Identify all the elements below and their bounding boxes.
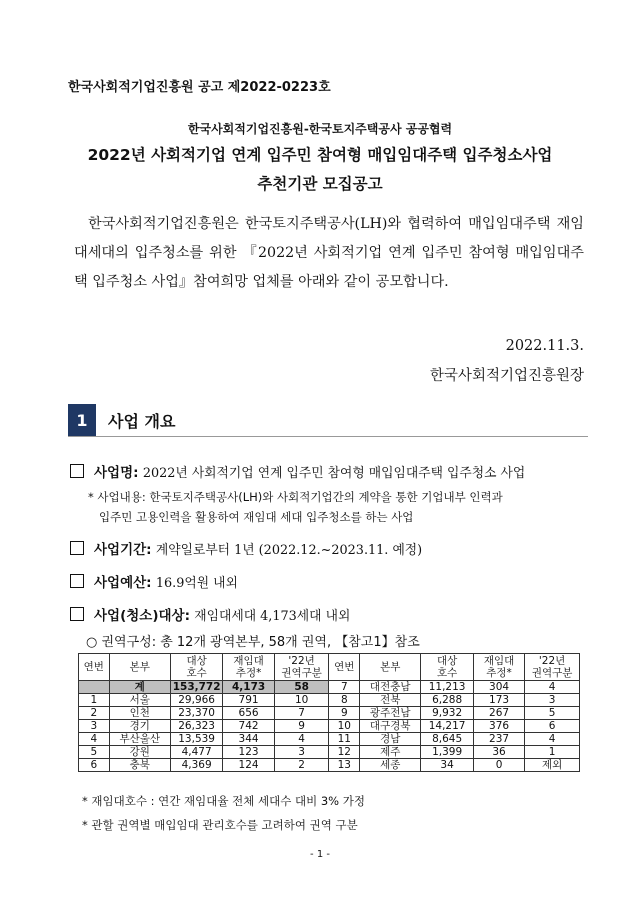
table-cell: 경기	[109, 720, 170, 733]
table-cell: 2	[79, 707, 110, 720]
table-cell: 5	[525, 707, 580, 720]
table-cell: 9,932	[421, 707, 474, 720]
table-cell: 강원	[109, 746, 170, 759]
table-cell: 11,213	[421, 681, 474, 694]
project-name-item	[70, 461, 525, 481]
item-label: 사업(청소)대상:	[94, 608, 190, 624]
table-cell: 14,217	[421, 720, 474, 733]
table-cell: 4,369	[170, 759, 223, 772]
region-table	[78, 653, 580, 772]
table-header-cell: '22년 권역구분	[525, 654, 580, 681]
intro-paragraph: 한국사회적기업진흥원은 한국토지주택공사(LH)와 협력하여 매입임대주택 재임대세대의 입주청소를 위한 『2022년 사회적기업 연계 입주민 참여형 매입임대주택 입주청소 사업』참여희망 업체를 아래와 같이 공모합니다.	[74, 216, 584, 290]
partnership-subtitle: 한국사회적기업진흥원-한국토지주택공사 공공협력	[187, 122, 453, 136]
table-cell: 10	[274, 694, 329, 707]
region-composition: ○ 권역구성: 총 12개 광역본부, 58개 권역, 【참고1】참조	[86, 635, 420, 650]
table-cell: 8	[329, 694, 360, 707]
table-row	[79, 720, 580, 733]
table-cell: 6	[79, 759, 110, 772]
table-row	[79, 759, 580, 772]
table-cell: 대구경북	[360, 720, 421, 733]
table-cell: 계	[109, 681, 170, 694]
table-header-cell: 본부	[360, 654, 421, 681]
item-value: 2022년 사회적기업 연계 입주민 참여형 매입임대주택 입주청소 사업	[142, 466, 526, 481]
table-cell: 제외	[525, 759, 580, 772]
table-cell: 전북	[360, 694, 421, 707]
section-number: 1	[68, 404, 96, 436]
table-cell: 153,772	[170, 681, 223, 694]
table-cell: 인천	[109, 707, 170, 720]
checkbox-icon	[70, 574, 84, 588]
table-cell: 4	[525, 733, 580, 746]
table-cell: 173	[473, 694, 524, 707]
table-cell: 344	[223, 733, 274, 746]
item-label: 사업기간:	[94, 542, 152, 558]
table-cell: 23,370	[170, 707, 223, 720]
table-cell: 791	[223, 694, 274, 707]
table-cell: 9	[274, 720, 329, 733]
table-cell: 304	[473, 681, 524, 694]
notice-date: 2022.11.3.	[505, 338, 584, 354]
note-line: * 사업내용: 한국토지주택공사(LH)와 사회적기업간의 계약을 통한 기업내부 인력과	[88, 490, 503, 504]
table-cell: 4,173	[223, 681, 274, 694]
table-cell: 36	[473, 746, 524, 759]
item-label: 사업명:	[94, 465, 139, 481]
footnote: * 재임대호수 : 연간 재임대율 전체 세대수 대비 3% 가정	[82, 794, 365, 808]
table-cell: 7	[274, 707, 329, 720]
table-cell: 세종	[360, 759, 421, 772]
checkbox-icon	[70, 607, 84, 621]
table-cell: 123	[223, 746, 274, 759]
table-cell: 제주	[360, 746, 421, 759]
checkbox-icon	[70, 541, 84, 555]
table-cell: 34	[421, 759, 474, 772]
table-cell: 0	[473, 759, 524, 772]
table-cell: 11	[329, 733, 360, 746]
table-cell: 1	[525, 746, 580, 759]
table-cell: 237	[473, 733, 524, 746]
table-header-cell: 연번	[79, 654, 110, 681]
table-cell: 12	[329, 746, 360, 759]
table-header-cell: '22년 권역구분	[274, 654, 329, 681]
table-header-row	[79, 654, 580, 681]
table-cell: 1,399	[421, 746, 474, 759]
item-value: 재임대세대 4,173세대 내외	[194, 609, 351, 624]
table-cell: 4	[274, 733, 329, 746]
table-header-cell: 본부	[109, 654, 170, 681]
table-cell: 대전충남	[360, 681, 421, 694]
period-item	[70, 538, 422, 558]
table-cell: 2	[274, 759, 329, 772]
table-row	[79, 694, 580, 707]
table-cell: 3	[274, 746, 329, 759]
table-cell: 7	[329, 681, 360, 694]
table-cell: 13,539	[170, 733, 223, 746]
note-line: 입주민 고용인력을 활용하여 재임대 세대 입주청소를 하는 사업	[99, 510, 414, 524]
table-cell: 3	[79, 720, 110, 733]
table-cell: 10	[329, 720, 360, 733]
table-row	[79, 707, 580, 720]
table-cell	[79, 681, 110, 694]
table-cell: 742	[223, 720, 274, 733]
page-number: - 1 -	[310, 849, 330, 860]
section-title: 사업 개요	[108, 412, 176, 431]
table-cell: 29,966	[170, 694, 223, 707]
table-cell: 충북	[109, 759, 170, 772]
budget-item	[70, 571, 238, 591]
table-cell: 58	[274, 681, 329, 694]
table-cell: 656	[223, 707, 274, 720]
item-value: 계약일로부터 1년 (2022.12.~2023.11. 예정)	[155, 543, 423, 558]
table-cell: 26,323	[170, 720, 223, 733]
table-cell: 124	[223, 759, 274, 772]
issuer-name: 한국사회적기업진흥원장	[429, 368, 584, 384]
table-cell: 경남	[360, 733, 421, 746]
table-cell: 4	[79, 733, 110, 746]
item-value: 16.9억원 내외	[155, 576, 238, 591]
table-cell: 1	[79, 694, 110, 707]
table-row	[79, 681, 580, 694]
table-cell: 부산울산	[109, 733, 170, 746]
table-cell: 8,645	[421, 733, 474, 746]
table-row	[79, 733, 580, 746]
footnote: * 관할 권역별 매입임대 관리호수를 고려하여 권역 구분	[82, 818, 358, 832]
table-cell: 5	[79, 746, 110, 759]
table-cell: 267	[473, 707, 524, 720]
table-cell: 6	[525, 720, 580, 733]
page-title: 2022년 사회적기업 연계 입주민 참여형 매입임대주택 입주청소사업	[87, 146, 553, 164]
table-header-cell: 대상 호수	[170, 654, 223, 681]
table-cell: 광주전남	[360, 707, 421, 720]
table-header-cell: 재임대 추정*	[223, 654, 274, 681]
table-cell: 13	[329, 759, 360, 772]
target-item	[70, 604, 350, 624]
table-cell: 4	[525, 681, 580, 694]
table-cell: 서울	[109, 694, 170, 707]
table-cell: 376	[473, 720, 524, 733]
page-title-line2: 추천기관 모집공고	[257, 175, 383, 193]
checkbox-icon	[70, 464, 84, 478]
table-header-cell: 대상 호수	[421, 654, 474, 681]
table-row	[79, 746, 580, 759]
table-cell: 4,477	[170, 746, 223, 759]
table-cell: 6,288	[421, 694, 474, 707]
table-header-cell: 재임대 추정*	[473, 654, 524, 681]
table-header-cell: 연번	[329, 654, 360, 681]
item-label: 사업예산:	[94, 575, 152, 591]
project-note	[88, 487, 503, 527]
section-divider	[68, 436, 588, 437]
table-cell: 3	[525, 694, 580, 707]
table-cell: 9	[329, 707, 360, 720]
notice-number: 한국사회적기업진흥원 공고 제2022-0223호	[68, 80, 331, 95]
